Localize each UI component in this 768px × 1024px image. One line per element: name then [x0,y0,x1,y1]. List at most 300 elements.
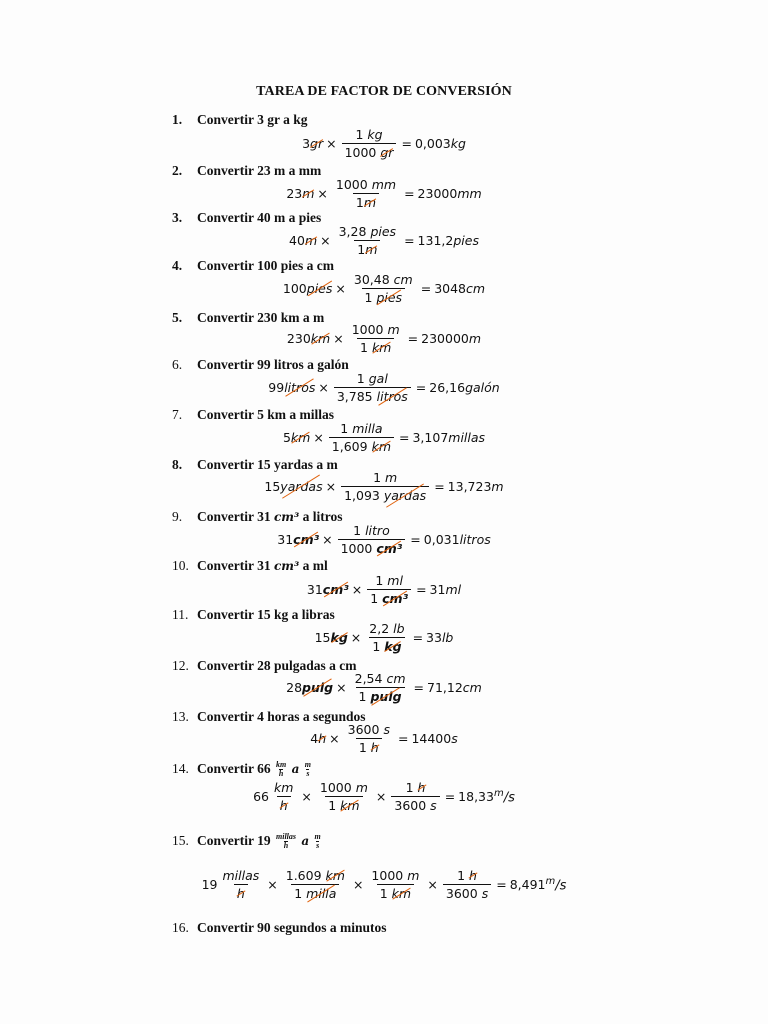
fraction [349,322,403,355]
fraction [391,780,439,813]
conversion-equation-10 [0,573,768,606]
fraction-denominator [377,884,414,901]
equals-sign: = [415,380,427,395]
fraction-numerator [345,722,393,738]
statement-text: Convertir 19 [197,833,271,848]
result-unit: m [468,331,482,346]
factor-value: 1,093 [344,488,380,503]
result-value: 13,723 [447,479,492,494]
conversion-equation-14 [0,780,768,813]
unit: h [318,731,327,746]
problem-number: 2. [172,163,183,178]
unit-den: s [306,769,310,779]
result-unit-num: m [493,787,504,799]
unit: cm³ [293,532,320,547]
quantity: 19 [201,877,218,892]
result-unit: cm [466,281,486,296]
unit: km [290,430,311,445]
factor-unit: s [383,722,390,737]
factor-value: 1 [356,371,365,386]
factor-part: 1 km [379,886,412,901]
factor-value: 1 [375,573,384,588]
result-value: 8,491 [509,877,546,892]
fraction [329,421,394,454]
result-value: 71,12 [427,680,463,695]
problem-statement: Convertir 230 km a m [197,310,325,325]
equals-sign: = [410,532,421,547]
factor-value: 1 [373,470,382,485]
factor-value: 1 [372,639,381,654]
fraction-denominator [234,884,248,901]
problem-number: 4. [172,258,183,273]
result-value: 0,003 [414,136,451,151]
factor-unit: pies [370,224,397,239]
times-sign: × [335,281,346,296]
problem-statement: Convertir 15 kg a libras [197,607,335,622]
problem-statement: Convertir 99 litros a galón [197,357,349,372]
fraction-denominator [353,193,379,210]
quantity: 15 [264,479,281,494]
unit: m [355,780,368,795]
fraction-numerator [403,780,429,796]
conversion-equation-15 [0,868,768,901]
times-sign: × [326,136,337,151]
factor-unit: kg [367,127,383,142]
unit-fraction [305,761,311,778]
fraction [345,722,393,755]
factor-part: 1 h [457,868,477,883]
unit: m [365,242,378,257]
result-unit: $^m$/s [493,787,515,806]
fraction [443,868,491,901]
unit: m [407,868,420,883]
fraction-denominator [356,738,382,755]
factor-value: 1000 [344,145,377,160]
equals-sign: = [407,331,419,346]
fraction-denominator [341,486,429,503]
fraction-numerator [454,868,480,884]
problem-statement: Convertir 5 km a millas [197,407,334,422]
quantity: 66 [253,789,269,804]
factor-unit: gal [368,371,388,386]
problem-number: 16. [172,920,189,935]
problem-statement: Convertir 28 pulgadas a cm [197,658,357,673]
unit: m [302,186,315,201]
factor-unit: cm [386,671,406,686]
fraction-denominator [362,288,406,305]
problem-statement: Convertir 15 yardas a m [197,457,338,472]
quantity: 99 [268,380,285,395]
fraction-denominator [338,539,406,556]
factor-numerator [355,127,382,142]
problem-number: 6. [172,357,183,372]
fraction-denominator [291,884,339,901]
unit-den: h [283,841,289,851]
fraction-numerator [350,523,393,539]
unit-num: m [304,760,311,770]
unit: kg [384,639,402,654]
unit: km [325,868,345,883]
equals-sign: = [399,430,410,445]
problem-statement: Convertir 23 m a mm [197,163,322,178]
factor-numerator [355,671,406,686]
result-unit: m [491,479,504,494]
factor-part: 1 km [328,798,360,813]
statement-text: a litros [302,509,343,524]
conversion-equation-8 [0,470,768,503]
unit: pies [306,281,333,296]
unit: pies [376,290,403,305]
unit-fraction [276,833,296,850]
fraction [351,272,416,305]
fraction-numerator [354,371,391,387]
factor-numerator [357,371,388,386]
times-sign: × [336,680,347,695]
problem-number: 9. [172,509,183,524]
times-sign: × [313,430,324,445]
problem-statement [197,832,323,851]
problem-heading-10 [172,558,328,574]
unit-num: millas [276,832,297,842]
problem-statement: Convertir 90 segundos a minutos [197,920,387,935]
quantity: 23 [286,186,303,201]
result-unit: galón [465,380,500,395]
fraction [219,868,262,901]
document-title: TAREA DE FACTOR DE CONVERSIÓN [256,84,512,99]
result-unit: cm [462,680,482,695]
problem-statement [197,558,328,573]
unit: km [371,439,391,454]
statement-unit: cm³ [274,510,300,524]
result-unit: s [451,731,458,746]
factor-value: 1000 [340,541,373,556]
times-sign: × [322,532,333,547]
times-sign: × [317,186,328,201]
statement-text: a [301,834,310,848]
equals-sign: = [401,136,412,151]
fraction [333,177,399,210]
fraction [283,868,348,901]
fraction-numerator [271,780,296,796]
unit-num: m [314,832,321,842]
result-value: 3,107 [412,430,449,445]
conversion-equation-11 [0,621,768,654]
conversion-equation-4 [0,272,768,305]
conversion-equation-12 [0,671,768,704]
conversion-equation-9 [0,523,768,556]
result-value: 3048 [434,281,467,296]
problem-number: 5. [172,310,183,325]
fraction-numerator [336,224,399,240]
factor-numerator [375,573,403,588]
unit-fraction [315,833,321,850]
fraction-numerator [352,671,409,687]
unit: litros [376,389,408,404]
problem-number: 3. [172,210,183,225]
fraction [368,868,422,901]
fraction [366,621,407,654]
unit: gr [380,145,394,160]
factor-numerator [353,523,390,538]
quantity: 230 [286,331,311,346]
quantity: 31 [306,582,323,597]
factor-value: 1000 [335,177,368,192]
statement-text: a ml [302,558,328,573]
factor-part: 1 milla [294,886,337,901]
unit: km [391,886,412,901]
unit: cm³ [376,541,403,556]
factor-value: 30,48 [353,272,390,287]
unit: yardas [383,488,427,503]
fraction-numerator [368,868,422,884]
factor-unit: m [385,470,398,485]
factor-value: 2,54 [354,671,383,686]
result-value: 23000 [417,186,458,201]
unit: m [304,233,318,248]
unit: h [279,798,288,813]
fraction-denominator [356,687,405,704]
fraction [341,470,429,503]
times-sign: × [352,877,364,892]
times-sign: × [329,731,340,746]
fraction-denominator [357,338,394,355]
factor-unit: mm [371,177,397,192]
unit-den: s [316,841,320,851]
problem-number: 11. [172,607,189,622]
unit: kg [330,630,348,645]
factor-numerator [352,322,400,337]
result-unit: millas [448,430,486,445]
quantity: 28 [286,680,303,695]
factor-unit: milla [352,421,383,436]
times-sign: × [351,582,363,597]
equals-sign: = [413,680,424,695]
unit: h [370,740,379,755]
fraction [338,523,406,556]
result-value: 26,16 [429,380,466,395]
result-unit: lb [441,630,454,645]
quantity: 3 [302,136,311,151]
factor-value: 3,785 [336,389,373,404]
unit: km [310,331,331,346]
fraction-denominator [334,387,411,404]
problem-statement: Convertir 40 m a pies [197,210,322,225]
result-unit: pies [453,233,479,248]
conversion-equation-2 [0,177,768,210]
result-value: 230000 [421,331,469,346]
fraction [352,671,409,704]
quantity: 4 [310,731,319,746]
fraction-denominator [443,884,491,901]
factor-part: 3600 s [394,798,437,813]
problem-number: 10. [172,558,189,573]
unit-num: km [276,760,287,770]
times-sign: × [318,380,329,395]
factor-value: 3,28 [338,224,367,239]
unit: h [469,868,477,883]
factor-value: 1 [355,195,364,210]
fraction-denominator [367,589,411,606]
equals-sign: = [412,630,424,645]
statement-text: Convertir 66 [197,761,271,776]
fraction-denominator [391,796,439,813]
problem-statement [197,509,343,524]
fraction-numerator [372,573,406,589]
factor-part: 1.609 km [285,868,345,883]
fraction-numerator [337,421,385,437]
result-unit: ml [445,582,462,597]
problem-number: 14. [172,761,189,776]
equals-sign: = [444,789,456,804]
fraction-denominator [369,637,404,654]
unit: pulg [302,680,334,695]
factor-numerator [354,272,413,287]
unit: s [430,798,437,813]
factor-value: 1 [370,591,379,606]
unit: milla [306,886,337,901]
factor-part: 1 h [405,780,426,795]
fraction-numerator [352,127,385,143]
result-unit-den: s [508,790,515,806]
statement-text: a [291,762,300,776]
fraction-denominator [325,796,362,813]
quantity: 40 [289,233,305,248]
quantity: 15 [314,630,331,645]
statement-text: Convertir 31 [197,558,271,573]
problem-number: 8. [172,457,183,472]
equals-sign: = [404,233,415,248]
unit-fraction [276,761,286,778]
factor-unit: lb [393,621,405,636]
times-sign: × [301,789,312,804]
fraction-denominator [342,143,397,160]
quantity: 31 [277,532,294,547]
fraction-denominator [329,437,394,454]
fraction [271,780,296,813]
result-value: 18,33 [458,789,494,804]
factor-value: 3600 [347,722,380,737]
factor-part: 3600 s [445,886,489,901]
conversion-equation-5 [0,322,768,355]
problem-statement [197,760,313,779]
factor-part: 1000 m [319,780,368,795]
factor-value: 1,609 [331,439,368,454]
fraction-numerator [317,780,371,796]
factor-value: 1 [358,740,367,755]
fraction-numerator [333,177,399,193]
quantity: 100 [282,281,307,296]
equals-sign: = [496,877,507,892]
fraction [334,371,411,404]
factor-unit: m [387,322,400,337]
factor-value: 1 [353,523,362,538]
fraction-numerator [283,868,348,884]
fraction-numerator [351,272,416,288]
fraction [342,127,397,160]
factor-numerator [348,722,390,737]
equals-sign: = [397,731,409,746]
result-value: 0,031 [423,532,460,547]
factor-value: 1 [364,290,373,305]
unit: litros [284,380,316,395]
conversion-equation-3 [0,224,768,257]
times-sign: × [375,789,387,804]
unit: pulg [370,689,402,704]
factor-value: 1 [357,242,366,257]
factor-numerator [369,621,404,636]
problem-number: 15. [172,833,189,848]
result-unit: $^m$/s [545,875,567,894]
equals-sign: = [404,186,415,201]
statement-text: Convertir 31 [197,509,271,524]
result-value: 31 [429,582,446,597]
unit: millas [222,868,260,883]
factor-numerator [340,421,382,436]
times-sign: × [320,233,331,248]
result-value: 131,2 [417,233,454,248]
fraction-denominator [277,796,291,813]
factor-numerator [339,224,396,239]
fraction-numerator [219,868,262,884]
factor-value: 1 [358,689,367,704]
factor-numerator [373,470,397,485]
result-unit: mm [457,186,482,201]
factor-value: 1 [340,421,349,436]
unit: km [340,798,360,813]
problem-number: 7. [172,407,183,422]
result-unit: litros [459,532,491,547]
factor-unit: litro [365,523,390,538]
unit: s [481,886,489,901]
conversion-equation-6 [0,371,768,404]
times-sign: × [427,877,438,892]
unit: gr [310,136,324,151]
times-sign: × [333,331,344,346]
problem-heading-15 [172,833,323,850]
times-sign: × [350,630,362,645]
factor-value: 2,2 [369,621,390,636]
conversion-equation-13 [0,722,768,755]
unit: km [274,780,294,795]
fraction [336,224,399,257]
quantity: 5 [282,430,291,445]
result-unit-num: m [545,875,556,887]
factor-value: 1000 [351,322,384,337]
fraction [317,780,371,813]
conversion-equation-1 [0,127,768,160]
problem-number: 13. [172,709,189,724]
factor-value: 1 [355,127,364,142]
times-sign: × [325,479,337,494]
problem-heading-1 [172,112,308,128]
problem-heading-14 [172,761,313,778]
factor-value: 1 [360,340,368,355]
problem-number: 12. [172,658,189,673]
problem-statement: Convertir 3 gr a kg [197,112,308,127]
fraction-numerator [366,621,407,637]
unit: h [236,886,245,901]
equals-sign: = [420,281,432,296]
problem-heading-16 [172,920,387,936]
unit: km [371,340,392,355]
conversion-equation-7 [0,421,768,454]
result-unit: kg [450,136,466,151]
unit: yardas [280,479,323,494]
factor-unit: ml [387,573,403,588]
unit: cm³ [382,591,409,606]
fraction-numerator [370,470,400,486]
fraction-numerator [349,322,403,338]
